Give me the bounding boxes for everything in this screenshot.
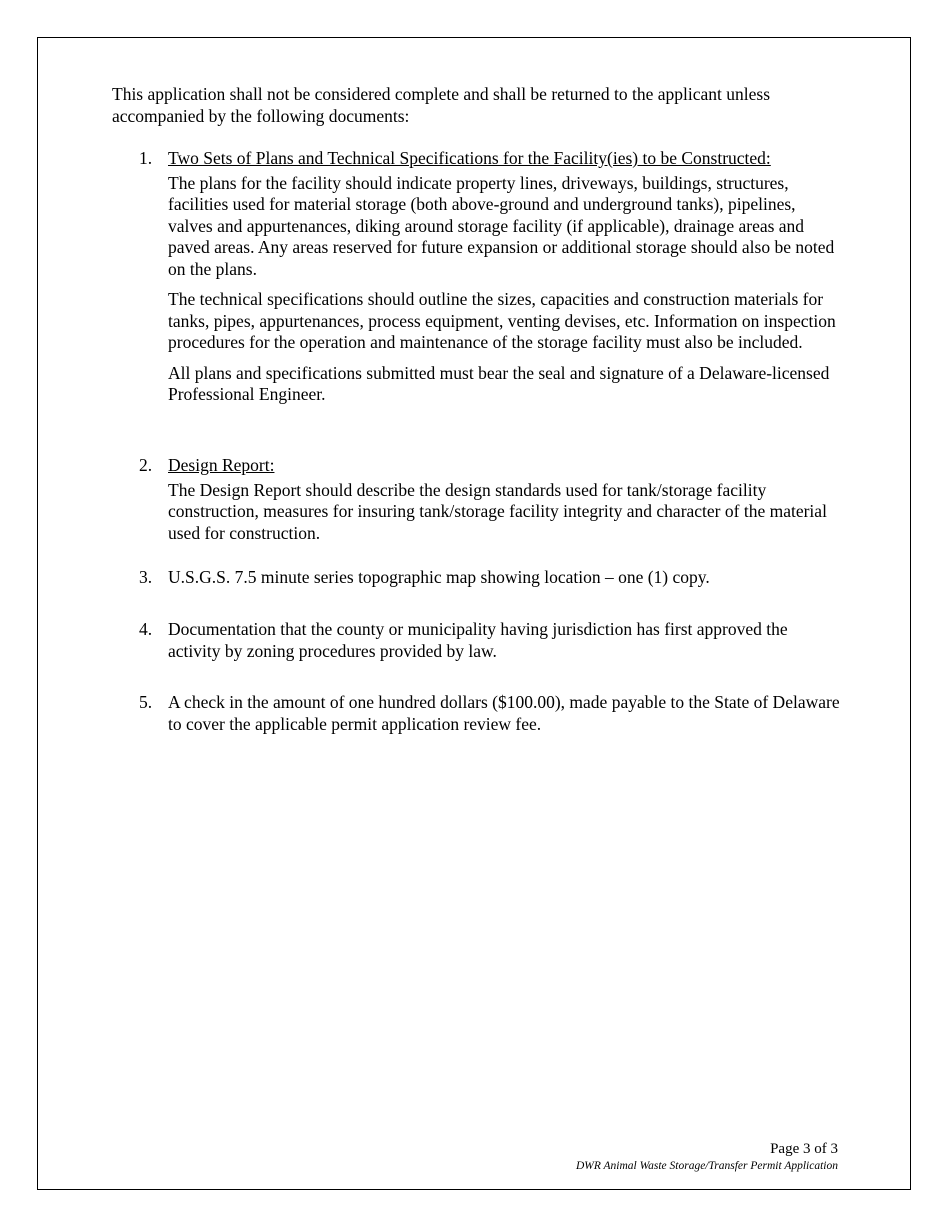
list-item-number: 4. — [139, 619, 153, 639]
list-item-heading: Design Report: — [168, 455, 275, 475]
list-item-text: A check in the amount of one hundred dollars ($100.00), made payable to the State of Delaware to cover the applicable permit application review fee. — [168, 692, 840, 734]
list-item-body — [168, 567, 840, 589]
technical-specifications-paragraph: The technical specifications should outline the sizes, capacities and construction materials for tanks, pipes, appurtenances, process equipment, venting devises, etc. Information on inspection procedures for the operation and maintenance of the storage facility must also be included. — [168, 289, 836, 352]
list-item-text: Documentation that the county or municipality having jurisdiction has first approved the activity by zoning procedures provided by law. — [168, 619, 788, 661]
list-item-body — [168, 619, 840, 662]
list-item-number: 1. — [139, 148, 153, 168]
list-item-body — [168, 455, 840, 544]
page-number: Page 3 of 3 — [770, 1141, 838, 1157]
plans-paragraph: The plans for the facility should indicate property lines, driveways, buildings, structures, facilities used for material storage (both above-ground and underground tanks), pipelines, valves and appurtenances, diking around storage facility (if applicable), drainage areas and paved areas. Any areas reserved for future expansion or additional storage should also be noted on the plans. — [168, 172, 835, 279]
design-report-paragraph: The Design Report should describe the design standards used for tank/storage facility construction, measures for insuring tank/storage facility integrity and character of the material used for construction. — [168, 479, 827, 543]
footer-document-title: DWR Animal Waste Storage/Transfer Permit Application — [575, 1160, 838, 1172]
list-item-text: U.S.G.S. 7.5 minute series topographic map showing location – one (1) copy. — [168, 567, 710, 587]
list-item-number: 3. — [139, 567, 153, 587]
engineer-seal-paragraph: All plans and specifications submitted must bear the seal and signature of a Delaware-licensed Professional Engineer. — [168, 362, 830, 404]
intro-paragraph: This application shall not be considered complete and shall be returned to the applicant unless accompanied by the following documents: — [112, 84, 771, 126]
list-item-heading: Two Sets of Plans and Technical Specifications for the Facility(ies) to be Constructed: — [168, 148, 771, 168]
list-item-number: 5. — [139, 692, 153, 712]
list-item-number: 2. — [139, 455, 153, 475]
list-item-body — [168, 148, 840, 406]
list-item-body — [168, 692, 840, 735]
